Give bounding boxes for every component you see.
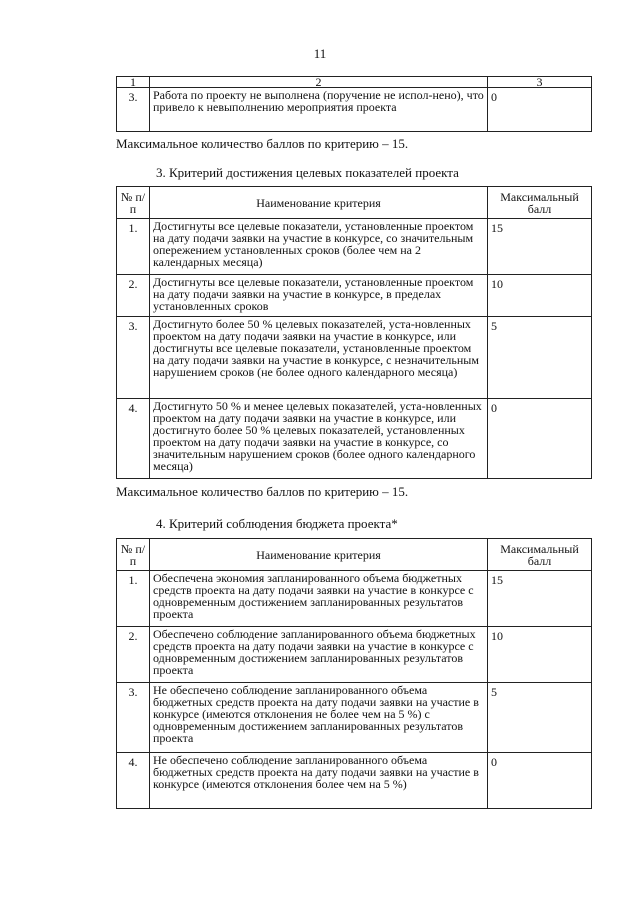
row-number: 2.	[117, 275, 150, 317]
row-number: 4.	[117, 399, 150, 479]
criteria-table-4	[116, 538, 592, 809]
row-number: 2.	[117, 627, 150, 683]
column-number: 2	[150, 77, 488, 88]
table-row	[117, 683, 592, 753]
criterion-text: Не обеспечено соблюдение запланированного объема бюджетных средств проекта на дату подачи заявки на участие в конкурсе (имеются отклонения более чем на 5 %)	[150, 753, 488, 809]
header-name: Наименование критерия	[150, 539, 488, 571]
row-number: 1.	[117, 571, 150, 627]
criterion-text: Обеспечено соблюдение запланированного объема бюджетных средств проекта на дату подачи заявки на участие в конкурсе с одновременным достижением запланированных результатов проекта	[150, 627, 488, 683]
column-number: 1	[117, 77, 150, 88]
header-num: № п/п	[117, 539, 150, 571]
score-value: 0	[488, 753, 592, 809]
criterion-text: Достигнуто более 50 % целевых показателей, уста-новленных проектом на дату подачи заявки на участие в конкурсе, или достигнуты все целевые показатели, установленные проектом на дату подачи заявки на участие в конкурсе, с незначительным нарушением сроков (не более одного календарного месяца)	[150, 317, 488, 399]
column-number: 3	[488, 77, 592, 88]
criterion-text: Обеспечена экономия запланированного объема бюджетных средств проекта на дату подачи заявки на участие в конкурсе с одновременным достижением запланированных результатов проекта	[150, 571, 488, 627]
page-number: 11	[313, 46, 327, 61]
score-value: 15	[488, 219, 592, 275]
table-row	[117, 275, 592, 317]
header-score: Максимальный балл	[488, 187, 592, 219]
header-score: Максимальный балл	[488, 539, 592, 571]
score-value: 10	[488, 275, 592, 317]
max-score-note: Максимальное количество баллов по критерию – 15.	[116, 484, 409, 499]
continued-table	[116, 76, 592, 132]
score-value: 5	[488, 683, 592, 753]
score-value: 5	[488, 317, 592, 399]
table-row	[117, 571, 592, 627]
table-row	[117, 753, 592, 809]
score-value: 0	[488, 88, 592, 132]
header-num: № п/п	[117, 187, 150, 219]
table-row	[117, 627, 592, 683]
column-numbers-row	[117, 77, 592, 88]
criterion-text: Не обеспечено соблюдение запланированного объема бюджетных средств проекта на дату подачи заявки на участие в конкурсе (имеются отклонения не более чем на 5 %) с одновременным достижением запланированных результатов проекта	[150, 683, 488, 753]
table-row	[117, 219, 592, 275]
score-value: 0	[488, 399, 592, 479]
row-number: 1.	[117, 219, 150, 275]
table-header-row	[117, 187, 592, 219]
section-heading: 3. Критерий достижения целевых показателей проекта	[156, 165, 459, 180]
table-header-row	[117, 539, 592, 571]
table-row	[117, 88, 592, 132]
row-number: 3.	[117, 88, 150, 132]
criterion-text: Достигнуты все целевые показатели, установленные проектом на дату подачи заявки на участие в конкурсе, со значительным опережением установленных сроков (более чем на 2 календарных месяца)	[150, 219, 488, 275]
section-heading: 4. Критерий соблюдения бюджета проекта*	[156, 516, 398, 531]
criterion-text: Достигнуто 50 % и менее целевых показателей, уста-новленных проектом на дату подачи заявки на участие в конкурсе, или достигнуто более 50 % целевых показателей, установленных проектом на дату подачи заявки на участие в конкурсе, со значительным нарушением сроков (более одного календарного месяца)	[150, 399, 488, 479]
header-name: Наименование критерия	[150, 187, 488, 219]
max-score-note: Максимальное количество баллов по критерию – 15.	[116, 136, 409, 151]
row-number: 4.	[117, 753, 150, 809]
criterion-text: Работа по проекту не выполнена (поручение не испол-нено), что привело к невыполнению мероприятия проекта	[150, 88, 488, 132]
row-number: 3.	[117, 317, 150, 399]
row-number: 3.	[117, 683, 150, 753]
criterion-text: Достигнуты все целевые показатели, установленные проектом на дату подачи заявки на участие в конкурсе, в пределах установленных сроков	[150, 275, 488, 317]
criteria-table-3	[116, 186, 592, 479]
table-row	[117, 317, 592, 399]
table-row	[117, 399, 592, 479]
score-value: 15	[488, 571, 592, 627]
score-value: 10	[488, 627, 592, 683]
